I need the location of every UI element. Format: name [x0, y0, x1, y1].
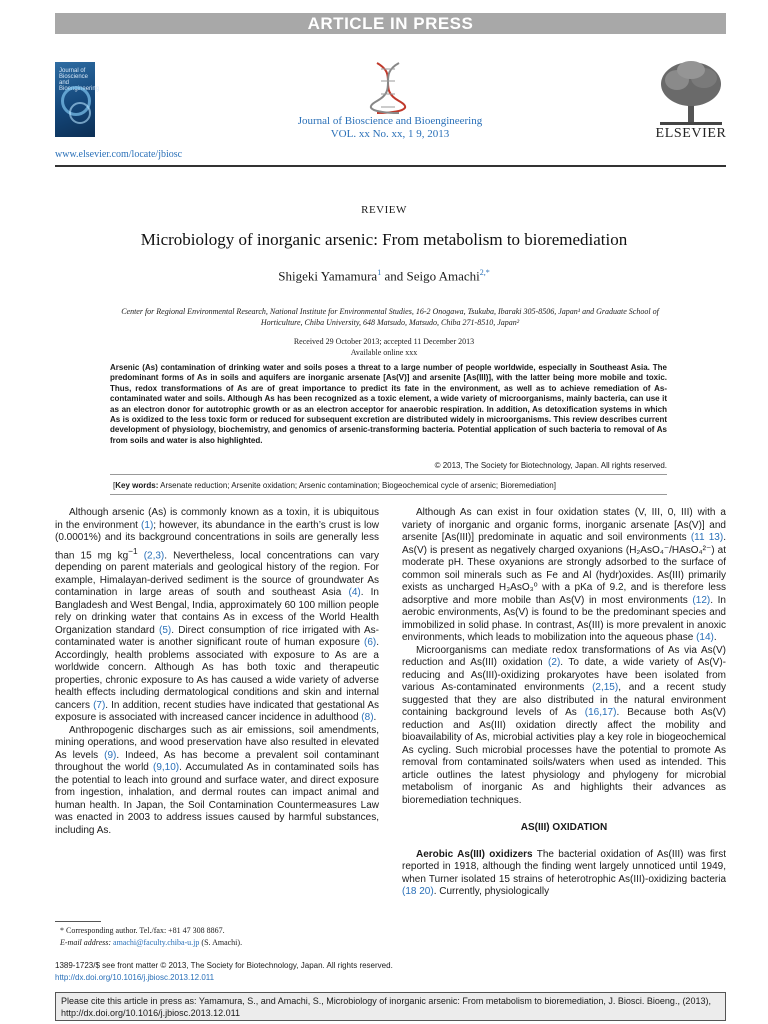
section-heading: AS(III) OXIDATION [520, 822, 608, 833]
citation-link[interactable]: (6) [363, 637, 377, 649]
keywords-divider-top [110, 474, 667, 475]
cover-swirl-small [69, 102, 91, 124]
footnote-mark: * [60, 926, 64, 935]
citation-link[interactable]: (2) [548, 657, 561, 668]
elsevier-tree-icon [652, 58, 730, 128]
journal-info [250, 115, 530, 141]
citation-link[interactable]: (7) [93, 699, 106, 711]
citation-link[interactable]: (2,3) [143, 549, 165, 561]
journal-url-link[interactable]: www.elsevier.com/locate/jbiosc [55, 149, 183, 160]
online-date: Available online xxx [350, 348, 418, 357]
dna-helix-logo [363, 61, 413, 115]
abstract: Arsenic (As) contamination of drinking water and soils poses a threat to a large number of people worldwide, especially in Southeast Asia. The predominant forms of As in soils and aquifers are inorganic arsenate [As(V)] and arsenite [As(III)], with the latter being more mobile and toxic. Thus, redox transformations of As are of great importance to predict its fate in the environment, as well as to achieve remediation of As-contaminated water and soils. Although As has been recognized as a toxic element, a wide variety of microorganisms, mainly bacteria, can use it as an electron donor for autotrophic growth or as an electron acceptor for anaerobic respiration. In addition, As detoxification systems in which As is oxidized to the less toxic form or reduced for subsequent excretion are distributed widely in microorganisms. This review describes current development of physiology, biochemistry, and genomics of arsenic-transforming bacteria. Potential application of such bacteria to removal of As from soils and water is also highlighted. [110, 363, 667, 445]
cover-title: Journal of Bioscience and Bioengineering [59, 68, 100, 92]
publisher-name: ELSEVIER [655, 126, 727, 141]
citation-link[interactable]: (2,15) [592, 682, 619, 693]
subsection-heading: Aerobic As(III) oxidizers [416, 848, 533, 860]
author-list [0, 268, 768, 284]
author-affiliation-mark[interactable]: 1 [377, 268, 382, 277]
article-dates [0, 336, 768, 358]
keywords-divider-bottom [110, 494, 667, 495]
citation-link[interactable]: (16,17) [584, 707, 617, 718]
citation-link[interactable]: (1) [141, 519, 154, 531]
journal-name[interactable]: Journal of Bioscience and Bioengineering [297, 115, 483, 127]
header-divider [55, 165, 726, 167]
email-line: E-mail address: amachi@faculty.chiba-u.jp (S. Amachi). [60, 938, 243, 947]
doi-link[interactable]: http://dx.doi.org/10.1016/j.jbiosc.2013.12.011 [55, 973, 215, 982]
paragraph: Anthropogenic discharges such as air emissions, soil amendments, mining operations, and wood preservation have also resulted in elevated As levels (9). Indeed, As has become a prevalent soil contaminant throughout the world (9,10). Accumulated As in contaminated soils has the potential to leach into ground and surface water, and direct exposure from ingestion, inhalation, and dermal routes can impact animal and human health. In Japan, the Soil Contamination Countermeasures Law was enacted in 2003 to address issues caused by harmful substances, including As. [55, 724, 380, 836]
author-name: Shigeki Yamamura [278, 268, 378, 284]
affiliations: Center for Regional Environmental Research, National Institute for Environmental Studies, 16-2 Onogawa, Tsukuba, Ibaraki 305-8506, Japan¹ and Graduate School of Horticulture, Chiba University, 648 Matsudo, Matsudo, Chiba 271-8510, Japan² [121, 307, 659, 327]
citation-link[interactable]: (9) [104, 749, 117, 761]
footnote-divider [55, 921, 101, 922]
keywords: [Key words: Arsenate reduction; Arsenite oxidation; Arsenic contamination; Biogeochemical cycle of arsenic; Bioremediation] [113, 481, 556, 490]
corresponding-author: * Corresponding author. Tel./fax: +81 47 308 8867. [60, 926, 225, 935]
body-column-right [402, 507, 726, 899]
journal-volume: VOL. xx No. xx, 1 9, 2013 [330, 128, 450, 140]
citation-link[interactable]: (18 20) [402, 886, 434, 897]
author-separator: and [381, 268, 407, 284]
author-name: Seigo Amachi [406, 268, 480, 284]
issn-line: 1389-1723/$ see front matter © 2013, The Society for Biotechnology, Japan. All rights reserved. [55, 961, 393, 970]
citation-link[interactable]: (12) [692, 594, 711, 606]
citation-link[interactable]: (5) [159, 624, 172, 636]
citation-link[interactable]: (8) [361, 712, 374, 724]
body-column-left [55, 507, 379, 837]
citation-notice: Please cite this article in press as: Yamamura, S., and Amachi, S., Microbiology of inorganic arsenic: From metabolism to bioremediation, J. Biosci. Bioeng., (2013), http://dx.doi.org/10.1016/j.jbiosc.2013.12.011 [55, 992, 726, 1021]
article-title: Microbiology of inorganic arsenic: From metabolism to bioremediation [140, 230, 628, 249]
abstract-copyright: © 2013, The Society for Biotechnology, Japan. All rights reserved. [434, 461, 667, 470]
paragraph: Aerobic As(III) oxidizers The bacterial oxidation of As(III) was first reported in 1918, although the finding went largely unnoticed until 1949, when Turner isolated 15 strains of heterotrophic As(III)-oxidizing bacteria (18 20). Currently, physiologically [402, 848, 726, 897]
paragraph: Microorganisms can mediate redox transformations of As via As(V) reduction and As(III) oxidation (2). To date, a wide variety of As(V)-reducing and As(III)-oxidizing prokaryotes have been isolated from various As-contaminated environments (2,15), and a recent study suggested that they are also distributed in the natural environment containing background levels of As (16,17). Because both As(V) reduction and As(III) oxidation directly affect the mobility and bioavailability of As, microbial activities play a key role in biogeochemical As cycling. Such microbial processes have the potential to promote As removal from contaminated soils/waters when used as intended. This article outlines the latest physiology and phylogeny for microbial metabolism of inorganic As and highlights their advances as bioremediation techniques. [402, 644, 726, 806]
author-affiliation-mark[interactable]: 2,* [479, 268, 490, 277]
email-link[interactable]: amachi@faculty.chiba-u.jp [113, 938, 200, 947]
journal-cover-image [55, 62, 100, 137]
article-type: REVIEW [361, 204, 407, 216]
paragraph: Although As can exist in four oxidation states (V, III, 0, III) with a variety of inorganic and organic forms, inorganic arsenate [As(V)] and arsenite [As(III)] predominate in aquatic and soil environments (11 13). As(V) is present as negatively charged oxyanions (H₂AsO₄⁻/HAsO₄²⁻) at moderate pH. These oxyanions are strongly adsorbed to the surface of common soil minerals such as Fe and Al (hydr)oxides. As(III) primarily exists as uncharged H₃AsO₃⁰ with a pKa of 9.2, and is therefore less adsorptive and more mobile than As(V) in most environments (12). In aerobic environments, As(V) is found to be the predominant species and immobilized in solid phase. In contrast, As(III) is more prevalent in anoxic environments, which leads to mobilization into the aqueous phase (14). [402, 507, 726, 643]
paragraph: Although arsenic (As) is commonly known as a toxin, it is ubiquitous in the environment (1); however, its abundance in the earth’s crust is low (0.0001%) and its background concentrations in soils are generally less than 15 mg $kg^{-1}$ (2,3). Nevertheless, local concentrations can vary depending on parent materials and geological history of the region. For example, Himalayan-derived sediment is the source of groundwater As contamination in large areas of south and southeast Asia (4). In Bangladesh and West Bengal, India, approximately 60 100 million people rely on drinking water that contains As in excess of the World Health Organization standard (5). Direct consumption of rice irrigated with As-contaminated water is another significant route of human exposure (6). Accordingly, health problems associated with exposure to As are a worldwide concern. Although As has both toxic and therapeutic properties, chronic exposure to As has caused a wide variety of adverse health effects including dermatological conditions and skin and internal cancers (7). In addition, recent studies have indicated that gestational As exposure is associated with increased cancer incidence in adulthood (8). [55, 507, 380, 724]
keywords-list: Arsenate reduction; Arsenite oxidation; Arsenic contamination; Biogeochemical cycle of arsenic; Bioremediation [158, 481, 554, 490]
citation-link[interactable]: (9,10) [153, 762, 180, 774]
article-in-press-banner: ARTICLE IN PRESS [55, 13, 726, 34]
citation-link[interactable]: (4) [348, 587, 361, 599]
keywords-label: Key words: [115, 481, 159, 490]
citation-link[interactable]: (14) [696, 632, 714, 643]
footnote [60, 925, 390, 949]
received-date: Received 29 October 2013; accepted 11 December 2013 [293, 337, 475, 346]
citation-link[interactable]: (11 13) [690, 532, 724, 543]
